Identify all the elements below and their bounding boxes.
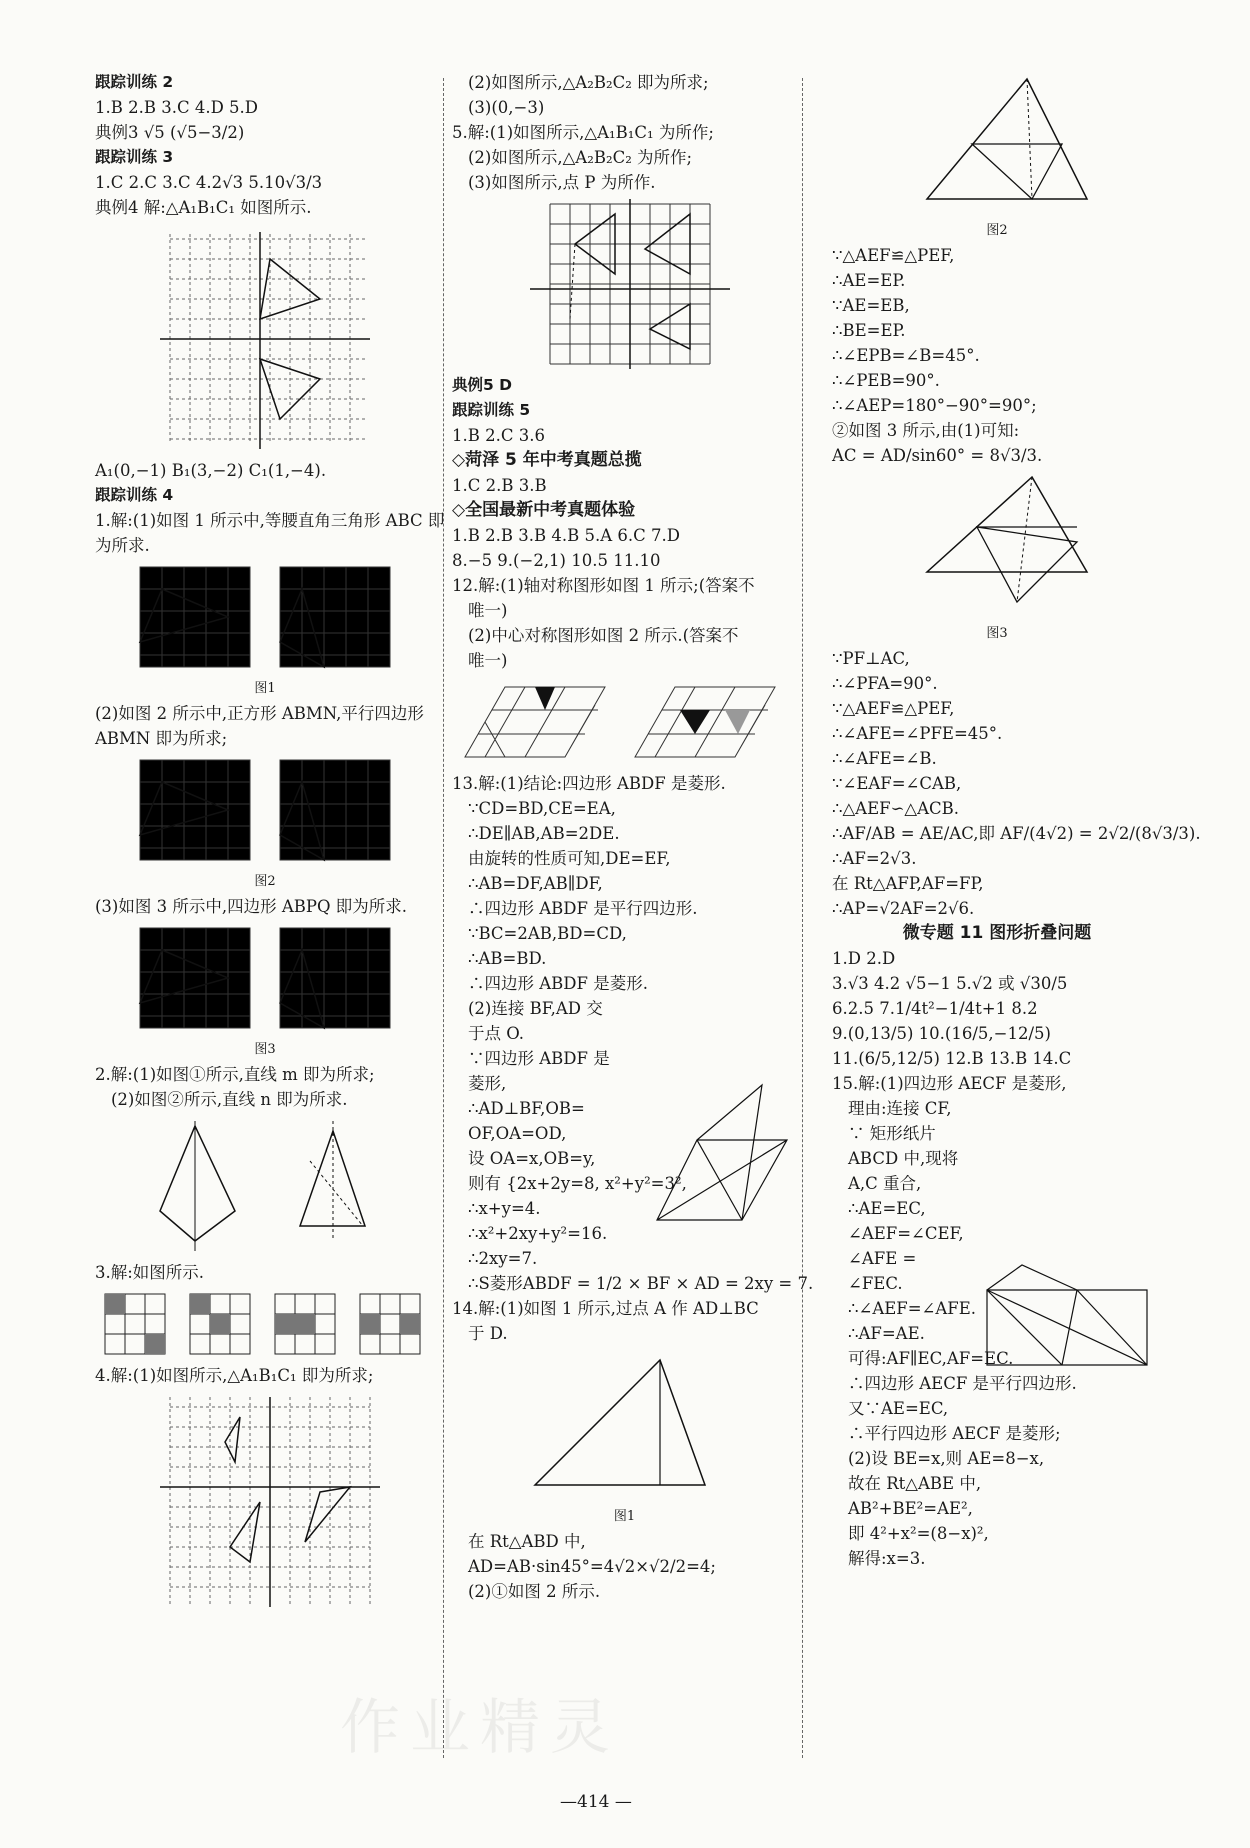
figure-tri3 xyxy=(95,923,435,1033)
kite-svg xyxy=(115,1116,415,1256)
answer-line: ∵△AEF≌△PEF, xyxy=(832,699,955,718)
figure-caption: 图3 xyxy=(254,1042,276,1057)
answer-line: 菱形, xyxy=(468,1074,507,1093)
answer-line: ∴DE∥AB,AB=2DE. xyxy=(468,824,620,843)
figure-caption: 图1 xyxy=(613,1509,636,1524)
answer-line: A₁(0,−1) B₁(3,−2) C₁(1,−4). xyxy=(95,461,327,480)
answer-line: 典例3 √5 (√5−3/2) xyxy=(95,123,245,142)
answer-line: (2)如图所示,△A₂B₂C₂ 即为所求; xyxy=(468,73,709,92)
figure-grid1 xyxy=(95,224,435,454)
answer-line: OF,OA=OD, xyxy=(468,1124,567,1143)
answer-line: 典例4 解:△A₁B₁C₁ 如图所示. xyxy=(95,198,312,217)
answer-line: ABMN 即为所求; xyxy=(95,729,228,748)
figure-caption: 图3 xyxy=(986,626,1008,641)
figure-tri2 xyxy=(95,755,435,865)
figure-caption: 图1 xyxy=(254,681,276,696)
answer-line: (2)如图所示,△A₂B₂C₂ 为所作; xyxy=(468,148,693,167)
answer-line: 13.解:(1)结论:四边形 ABDF 是菱形. xyxy=(452,774,726,793)
answer-line: ∴△AEF∽△ACB. xyxy=(832,799,960,818)
answer-line: ∴AB=BD. xyxy=(468,949,547,968)
column-right xyxy=(832,70,1201,1571)
answer-line: 2.解:(1)如图①所示,直线 m 即为所求; xyxy=(95,1065,375,1084)
figure-fig2 xyxy=(832,74,1162,214)
column-left xyxy=(95,70,445,1616)
answer-line: A,C 重合, xyxy=(848,1174,922,1193)
tri14-svg xyxy=(475,1350,775,1500)
answer-line: ∴BE=EP. xyxy=(832,321,906,340)
answer-line: ∴四边形 ABDF 是平行四边形. xyxy=(468,899,698,918)
grid4-svg xyxy=(110,1392,420,1612)
grid5-svg xyxy=(470,199,780,369)
answer-line: ∴四边形 ABDF 是菱形. xyxy=(468,974,648,993)
section-heading: 典例5 D xyxy=(452,376,513,394)
answer-line: 6.2.5 7.1/4t²−1/4t+1 8.2 xyxy=(832,999,1038,1018)
answer-line: ∴∠PEB=90°. xyxy=(832,371,940,390)
tri2-svg xyxy=(115,755,415,865)
answer-line: ∴AF/AB = AE/AC,即 AF/(4√2) = 2√2/(8√3/3). xyxy=(832,824,1201,843)
answer-line: 1.B 2.B 3.B 4.B 5.A 6.C 7.D xyxy=(452,526,680,545)
answer-line: 15.解:(1)四边形 AECF 是菱形, xyxy=(832,1074,1067,1093)
answer-line: 1.D 2.D xyxy=(832,949,896,968)
answer-line: ∵BC=2AB,BD=CD, xyxy=(468,924,627,943)
figure-para xyxy=(452,677,797,767)
answer-line: ∴x+y=4. xyxy=(468,1199,541,1218)
answer-line: 11.(6/5,12/5) 12.B 13.B 14.C xyxy=(832,1049,1072,1068)
answer-line: 为所求. xyxy=(95,536,150,555)
figure-tri1 xyxy=(95,562,435,672)
section-heading: ◇全国最新中考真题体验 xyxy=(452,500,636,520)
section-heading: 跟踪训练 3 xyxy=(95,148,174,166)
answer-line: ∴AF=AE. xyxy=(848,1324,925,1343)
answer-line: (2)①如图 2 所示. xyxy=(468,1582,601,1601)
answer-line: ∵CD=BD,CE=EA, xyxy=(468,799,616,818)
answer-line: ∵∠EAF=∠CAB, xyxy=(832,774,962,793)
answer-line: 故在 Rt△ABE 中, xyxy=(848,1474,982,1493)
answer-line: AB²+BE²=AE², xyxy=(848,1499,973,1518)
answer-line: 于点 O. xyxy=(468,1024,525,1043)
answer-line: (2)中心对称图形如图 2 所示.(答案不 xyxy=(468,626,739,645)
column-divider xyxy=(802,78,803,1758)
answer-line: 则有 {2x+2y=8, x²+y²=3², xyxy=(468,1174,687,1193)
answer-line: ∴AF=2√3. xyxy=(832,849,917,868)
para-svg xyxy=(460,677,790,767)
fig2-svg xyxy=(847,74,1147,214)
figure-caption: 图2 xyxy=(254,874,276,889)
page-number: —414 — xyxy=(560,1792,632,1812)
figure-tri14 xyxy=(452,1350,797,1500)
answer-line: 理由:连接 CF, xyxy=(848,1099,952,1118)
answer-line: 又∵AE=EC, xyxy=(848,1399,949,1418)
answer-line: 解得:x=3. xyxy=(848,1549,926,1568)
answer-line: 1.C 2.B 3.B xyxy=(452,476,547,495)
answer-line: 于 D. xyxy=(468,1324,508,1343)
answer-line: (2)如图 2 所示中,正方形 ABMN,平行四边形 xyxy=(95,704,424,723)
answer-line: 12.解:(1)轴对称图形如图 1 所示;(答案不 xyxy=(452,576,755,595)
column-divider xyxy=(443,78,444,1758)
answer-line: (3)如图 3 所示中,四边形 ABPQ 即为所求. xyxy=(95,897,408,916)
answer-line: 唯一) xyxy=(468,651,508,670)
answer-line: ∴∠AFE=∠PFE=45°. xyxy=(832,724,1003,743)
answer-line: ∵AE=EB, xyxy=(832,296,910,315)
answer-line: 设 OA=x,OB=y, xyxy=(468,1149,596,1168)
figure-grid4 xyxy=(95,1392,435,1612)
answer-line: ∴2xy=7. xyxy=(468,1249,538,1268)
answer-line: (2)如图②所示,直线 n 即为所求. xyxy=(111,1090,348,1109)
figure-squares xyxy=(95,1289,435,1359)
answer-line: ∴AE=EC, xyxy=(848,1199,926,1218)
answer-line: (2)设 BE=x,则 AE=8−x, xyxy=(848,1449,1045,1468)
answer-line: ∠AEF=∠CEF, xyxy=(848,1224,964,1243)
figure-kite xyxy=(95,1116,435,1256)
answer-line: 5.解:(1)如图所示,△A₁B₁C₁ 为所作; xyxy=(452,123,714,142)
answer-line: 9.(0,13/5) 10.(16/5,−12/5) xyxy=(832,1024,1051,1043)
answer-line: ∴∠AEP=180°−90°=90°; xyxy=(832,396,1037,415)
answer-line: 14.解:(1)如图 1 所示,过点 A 作 AD⊥BC xyxy=(452,1299,759,1318)
answer-line: ∠AFE = xyxy=(848,1249,917,1268)
answer-line: ∴∠AFE=∠B. xyxy=(832,749,937,768)
answer-line: ∴∠AEF=∠AFE. xyxy=(848,1299,977,1318)
answer-line: ∴AB=DF,AB∥DF, xyxy=(468,874,603,893)
answer-line: 在 Rt△ABD 中, xyxy=(468,1532,586,1551)
answer-line: ∠FEC. xyxy=(848,1274,903,1293)
answer-line: ∴AP=√2AF=2√6. xyxy=(832,899,975,918)
answer-line: (2)连接 BF,AD 交 xyxy=(468,999,603,1018)
squares-svg xyxy=(100,1289,430,1359)
answer-line: ∴平行四边形 AECF 是菱形; xyxy=(848,1424,1061,1443)
section-heading: ◇菏泽 5 年中考真题总揽 xyxy=(452,450,642,470)
answer-line: ∴S菱形ABDF = 1/2 × BF × AD = 2xy = 7. xyxy=(468,1274,814,1293)
answer-line: (3)(0,−3) xyxy=(468,98,545,117)
figure-rhombus xyxy=(652,1080,792,1230)
answer-line: ∵ 矩形纸片 xyxy=(848,1124,936,1143)
column-middle xyxy=(452,70,814,1604)
answer-line: 1.C 2.C 3.C 4.2√3 5.10√3/3 xyxy=(95,173,323,192)
answer-line: ∴AE=EP. xyxy=(832,271,906,290)
answer-line: ∴x²+2xy+y²=16. xyxy=(468,1224,608,1243)
answer-line: ∵PF⊥AC, xyxy=(832,649,910,668)
section-heading: 跟踪训练 5 xyxy=(452,401,531,419)
answer-line: 即 4²+x²=(8−x)², xyxy=(848,1524,989,1543)
figure-fig3 xyxy=(832,472,1162,617)
answer-line: 3.√3 4.2 √5−1 5.√2 或 √30/5 xyxy=(832,974,1068,993)
answer-line: 1.B 2.B 3.C 4.D 5.D xyxy=(95,98,259,117)
answer-line: AD=AB·sin45°=4√2×√2/2=4; xyxy=(468,1557,716,1576)
figure-rectangle xyxy=(982,1260,1152,1375)
answer-line: 3.解:如图所示. xyxy=(95,1263,205,1282)
answer-line: (3)如图所示,点 P 为所作. xyxy=(468,173,656,192)
answer-line: ∵四边形 ABDF 是 xyxy=(468,1049,610,1068)
grid1-svg xyxy=(150,224,380,454)
answer-line: 4.解:(1)如图所示,△A₁B₁C₁ 即为所求; xyxy=(95,1366,374,1385)
answer-line: 在 Rt△AFP,AF=FP, xyxy=(832,874,984,893)
figure-grid5 xyxy=(452,199,797,369)
figure-caption: 图2 xyxy=(986,223,1008,238)
section-heading: 跟踪训练 4 xyxy=(95,486,174,504)
tri1-svg xyxy=(115,562,415,672)
answer-line: AC = AD/sin60° = 8√3/3. xyxy=(832,446,1043,465)
answer-line: 1.B 2.C 3.6 xyxy=(452,426,545,445)
section-heading: 微专题 11 图形折叠问题 xyxy=(902,923,1092,943)
answer-line: 由旋转的性质可知,DE=EF, xyxy=(468,849,671,868)
answer-line: 1.解:(1)如图 1 所示中,等腰直角三角形 ABC 即 xyxy=(95,511,445,530)
section-heading: 跟踪训练 2 xyxy=(95,73,174,91)
answer-line: ∴AD⊥BF,OB= xyxy=(468,1099,585,1118)
answer-line: 唯一) xyxy=(468,601,508,620)
answer-line: ABCD 中,现将 xyxy=(848,1149,959,1168)
answer-line: ∴∠PFA=90°. xyxy=(832,674,938,693)
answer-line: ∵△AEF≌△PEF, xyxy=(832,246,955,265)
answer-line: 8.−5 9.(−2,1) 10.5 11.10 xyxy=(452,551,661,570)
watermark: 作业精灵 xyxy=(340,1693,620,1763)
tri3-svg xyxy=(115,923,415,1033)
answer-line: 可得:AF∥EC,AF=EC. xyxy=(848,1349,1014,1368)
answer-line: ∴∠EPB=∠B=45°. xyxy=(832,346,980,365)
answer-line: ②如图 3 所示,由(1)可知: xyxy=(832,421,1020,440)
answer-line: ∴四边形 AECF 是平行四边形. xyxy=(848,1374,1077,1393)
fig3-svg xyxy=(847,472,1147,617)
